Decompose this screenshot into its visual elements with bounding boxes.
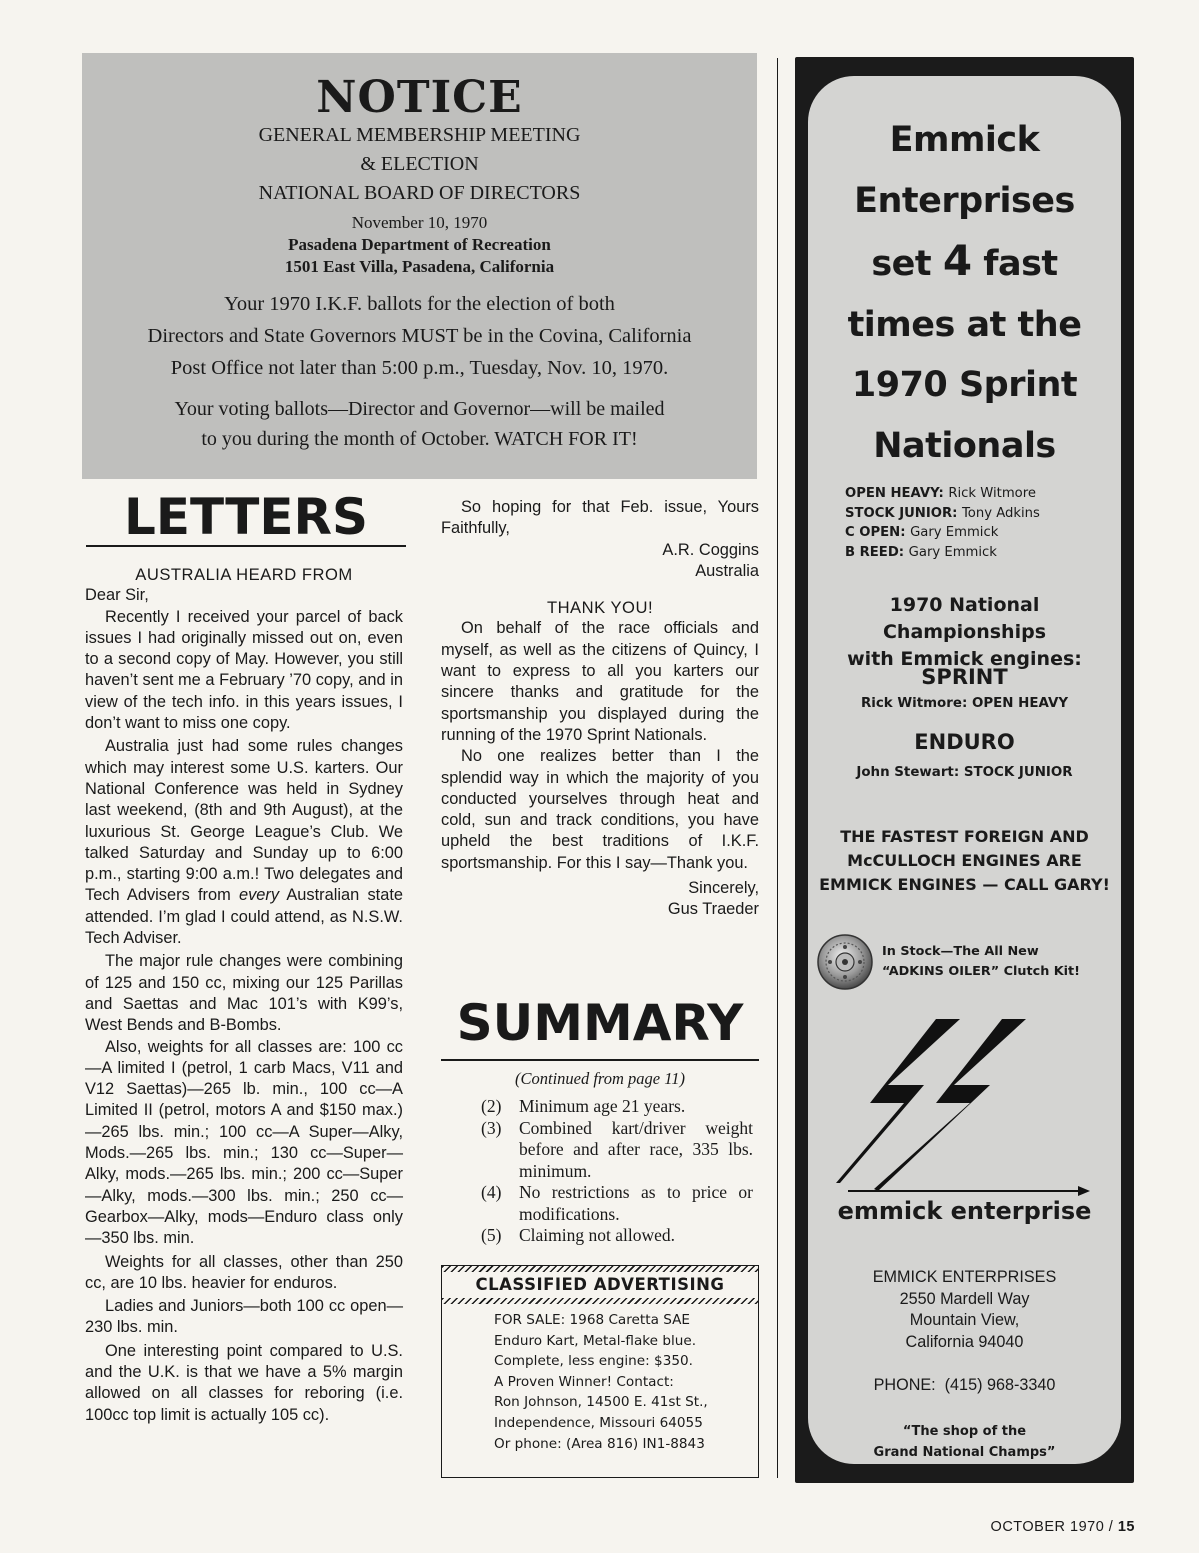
ad-fastest-line-3: EMMICK ENGINES — CALL GARY! — [819, 875, 1110, 894]
notice-line-2: & ELECTION — [360, 153, 479, 175]
ad-result-driver: Gary Emmick — [910, 525, 999, 540]
summary-item-text: Claiming not allowed. — [519, 1225, 676, 1245]
ad-phone: PHONE: (415) 968-3340 — [873, 1376, 1056, 1394]
letter-1-signature-place: Australia — [695, 561, 759, 580]
notice-date: November 10, 1970 — [351, 213, 488, 232]
letter-2-signature: Gus Traeder — [667, 900, 759, 919]
letter-1-paragraph-8: So hoping for that Feb. issue, Yours Faithfully, — [441, 498, 759, 538]
ad-address-4: California 94040 — [905, 1332, 1024, 1351]
ad-address-1: EMMICK ENTERPRISES — [872, 1268, 1057, 1286]
ad-result-class: OPEN HEAVY: — [845, 486, 949, 501]
summary-item-text: No restrictions as to price or modifications. — [519, 1182, 753, 1224]
letter-1-salutation: Dear Sir, — [85, 586, 149, 605]
letter-1-paragraph-3: The major rule changes were combining of 125 and 150 cc, mixing our 125 Parillas and Saettas and Mac 101’s with K99’s, West Bends and B-Bombs. — [85, 952, 403, 1035]
summary-continued: (Continued from page 11) — [514, 1069, 686, 1088]
ad-clutch-line-1: In Stock—The All New — [882, 944, 1039, 959]
letter-2-closing: Sincerely, — [688, 879, 759, 898]
ad-result-row — [845, 523, 1105, 543]
letter-1-paragraph-4: Also, weights for all classes are: 100 cc—A limited I (petrol, 1 carb Macs, V11 and V12 Saettas)—265 lb. min., 100 cc—A Limited II (petrol, motors A and $150 max.)—265 lbs. min.; 100 cc—A Super—Alky, Mods.—265 lbs. min.; 130 cc—Super—Alky, mods.—265 lbs. min.; 200 cc—Super—Alky, mods.—300 lbs. min.; 250 cc—Gearbox—Alky, mods—Enduro class only—350 lbs. min. — [85, 1037, 403, 1248]
page-footer — [940, 1519, 1135, 1535]
ad-sprint: SPRINT — [921, 665, 1008, 689]
letter-1-paragraph-2 — [85, 736, 403, 949]
notice-line-3: NATIONAL BOARD OF DIRECTORS — [258, 182, 581, 204]
ad-result-driver: Tony Adkins — [961, 505, 1040, 521]
notice-title: NOTICE — [316, 72, 523, 123]
ad-headline-line-6: Nationals — [873, 425, 1056, 466]
summary-item-text: Minimum age 21 years. — [519, 1096, 686, 1116]
ad-headline — [808, 110, 1121, 476]
classified-body — [442, 1304, 758, 1454]
letter-1-subhead: AUSTRALIA HEARD FROM — [135, 565, 353, 584]
summary-item-text: Combined kart/driver weight before and after race, 335 lbs. minimum. — [519, 1117, 753, 1181]
ad-sprint-winner: Rick Witmore: OPEN HEAVY — [860, 696, 1069, 711]
letter-2-paragraph-2: No one realizes better than I the splendid way in which the majority of you conducted yourselves through heat and cold, sun and track conditions, you have upheld the best traditions of I.K.F. sportsmanship. For this I say—Thank you. — [441, 747, 759, 872]
classified-box — [441, 1265, 759, 1478]
summary-list — [481, 1096, 753, 1247]
ad-headline-set: set — [871, 244, 943, 284]
classified-line: Or phone: (Area 816) IN1-8843 — [494, 1435, 705, 1452]
letter-1-paragraph-6: Ladies and Juniors—both 100 cc open—230 lbs. min. — [85, 1297, 403, 1337]
ad-clutch-kit — [882, 942, 1112, 982]
letter-1-paragraph-7: One interesting point compared to U.S. and the U.K. is that we have a 5% margin allowed on all classes for reboring (i.e. 100cc top limit is actually 105 cc). — [85, 1341, 403, 1424]
ad-clutch-line-2: “ADKINS OILER” Clutch Kit! — [882, 964, 1081, 979]
letter-1-p2-start: Australia just had some rules changes which may interest some U.S. karters. Our National Conference was held in Sydney last weekend, (8th and 9th August), at the luxurious St. George League’s Club. We talked Saturday and Sunday up to 6:00 p.m., starting 9:00 a.m.! Two delegates and Tech Advisers from — [85, 737, 403, 905]
clutch-kit-image — [815, 933, 875, 991]
ad-slogan-1: “The shop of the — [902, 1424, 1027, 1439]
summary-item-number: (2) — [481, 1096, 502, 1116]
ad-headline-line-1: Emmick — [889, 120, 1040, 160]
summary-item-number: (3) — [481, 1117, 502, 1138]
notice-mail — [82, 394, 757, 454]
notice-ballot-3: Post Office not later than 5:00 p.m., Tuesday, Nov. 10, 1970. — [170, 357, 669, 379]
column-divider — [777, 58, 778, 1478]
notice-ballot — [82, 288, 757, 384]
ad-enduro: ENDURO — [914, 730, 1015, 754]
letters-heading: LETTERS — [123, 488, 369, 546]
letters-column-2 — [441, 495, 759, 921]
letter-1-paragraph-5: Weights for all classes, other than 250 cc, are 10 lbs. heavier for enduros. — [85, 1252, 403, 1292]
letter-2-subhead: THANK YOU! — [546, 598, 654, 618]
notice-ballot-2: Directors and State Governors MUST be in the Covina, California — [147, 325, 692, 347]
ad-results — [845, 484, 1105, 562]
ad-fastest-line-1: THE FASTEST FOREIGN AND — [840, 827, 1089, 846]
ad-result-row — [845, 543, 1105, 563]
notice-mail-2: to you during the month of October. WATCH FOR IT! — [201, 428, 638, 450]
letters-column-1 — [85, 564, 403, 1426]
ad-slogan — [808, 1422, 1121, 1463]
letter-1-p2-end: Australian state attended. I’m glad I could attend, as N.S.W. Tech Adviser. — [85, 886, 403, 948]
ad-headline-four: 4 — [942, 236, 972, 285]
ad-champ-line-1: 1970 National Championships — [882, 594, 1047, 643]
ad-headline-line-3 — [808, 231, 1121, 295]
letter-1-p2-emphasis: every — [238, 886, 280, 905]
footer-issue: OCTOBER 1970 / — [990, 1519, 1118, 1535]
ad-result-class: B REED: — [845, 544, 909, 560]
ad-result-class: STOCK JUNIOR: — [845, 505, 962, 521]
ad-address-3: Mountain View, — [909, 1311, 1020, 1329]
ad-fastest-line-2: McCULLOCH ENGINES ARE — [847, 851, 1082, 870]
footer-page-number: 15 — [1117, 1519, 1135, 1535]
summary-heading: SUMMARY — [456, 994, 744, 1052]
ad-logo-text: emmick enterprise — [837, 1197, 1092, 1225]
ad-champ-heading — [808, 592, 1121, 673]
notice-venue-2: 1501 East Villa, Pasadena, California — [284, 257, 555, 276]
classified-line: Enduro Kart, Metal-flake blue. — [494, 1332, 697, 1349]
notice-line-1: GENERAL MEMBERSHIP MEETING — [258, 124, 581, 146]
letters-rule — [86, 545, 406, 547]
notice-venue-1: Pasadena Department of Recreation — [288, 235, 551, 254]
summary-item — [481, 1118, 753, 1183]
ad-slogan-2: Grand National Champs” — [873, 1444, 1056, 1460]
classified-line: Independence, Missouri 64055 — [494, 1414, 703, 1431]
letter-1-signature-name: A.R. Coggins — [662, 540, 759, 559]
classified-line: FOR SALE: 1968 Caretta SAE — [494, 1312, 691, 1328]
lightning-logo-icon — [818, 1013, 1094, 1206]
classified-title: CLASSIFIED ADVERTISING — [475, 1275, 725, 1294]
ad-champ-line-2: with Emmick engines: — [847, 648, 1082, 670]
classified-line: A Proven Winner! Contact: — [494, 1373, 674, 1390]
notice-box — [82, 53, 757, 479]
ad-fastest — [808, 825, 1121, 897]
letter-1-paragraph-1: Recently I received your parcel of back issues I had originally missed out on, even to a second copy of May. However, you still haven’t sent me a February ’70 copy, and in view of the tech info. in this years issues, I don’t want to miss one copy. — [85, 607, 403, 733]
summary-item — [481, 1096, 753, 1118]
summary-item — [481, 1182, 753, 1225]
ad-address — [808, 1267, 1121, 1353]
ad-result-driver: Rick Witmore — [948, 486, 1036, 501]
ad-address-2: 2550 Mardell Way — [899, 1289, 1030, 1308]
ad-headline-line-2: Enterprises — [854, 180, 1075, 221]
ad-headline-line-4: times at the — [847, 304, 1082, 345]
classified-line: Complete, less engine: $350. — [494, 1353, 693, 1370]
summary-item-number: (5) — [481, 1225, 502, 1245]
ad-result-row — [845, 484, 1105, 504]
ad-headline-line-5: 1970 Sprint — [851, 365, 1078, 405]
summary-item-number: (4) — [481, 1182, 502, 1202]
ad-enduro-winner: John Stewart: STOCK JUNIOR — [856, 765, 1073, 780]
letter-2-paragraph-1: On behalf of the race officials and myself, as well as the citizens of Quincy, I want to express to all you karters our sincere thanks and gratitude for the sportsmanship you displayed during the running of the 1970 Sprint Nationals. — [441, 619, 759, 744]
notice-ballot-1: Your 1970 I.K.F. ballots for the election of both — [224, 293, 615, 315]
ad-headline-fast: fast — [971, 244, 1058, 284]
ad-result-row — [845, 504, 1105, 524]
ad-result-driver: Gary Emmick — [908, 544, 997, 560]
summary-rule — [441, 1059, 759, 1061]
summary-item — [481, 1225, 753, 1247]
ad-result-class: C OPEN: — [845, 525, 911, 540]
classified-line: Ron Johnson, 14500 E. 41st St., — [494, 1394, 708, 1411]
notice-mail-1: Your voting ballots—Director and Governor—will be mailed — [174, 398, 665, 420]
